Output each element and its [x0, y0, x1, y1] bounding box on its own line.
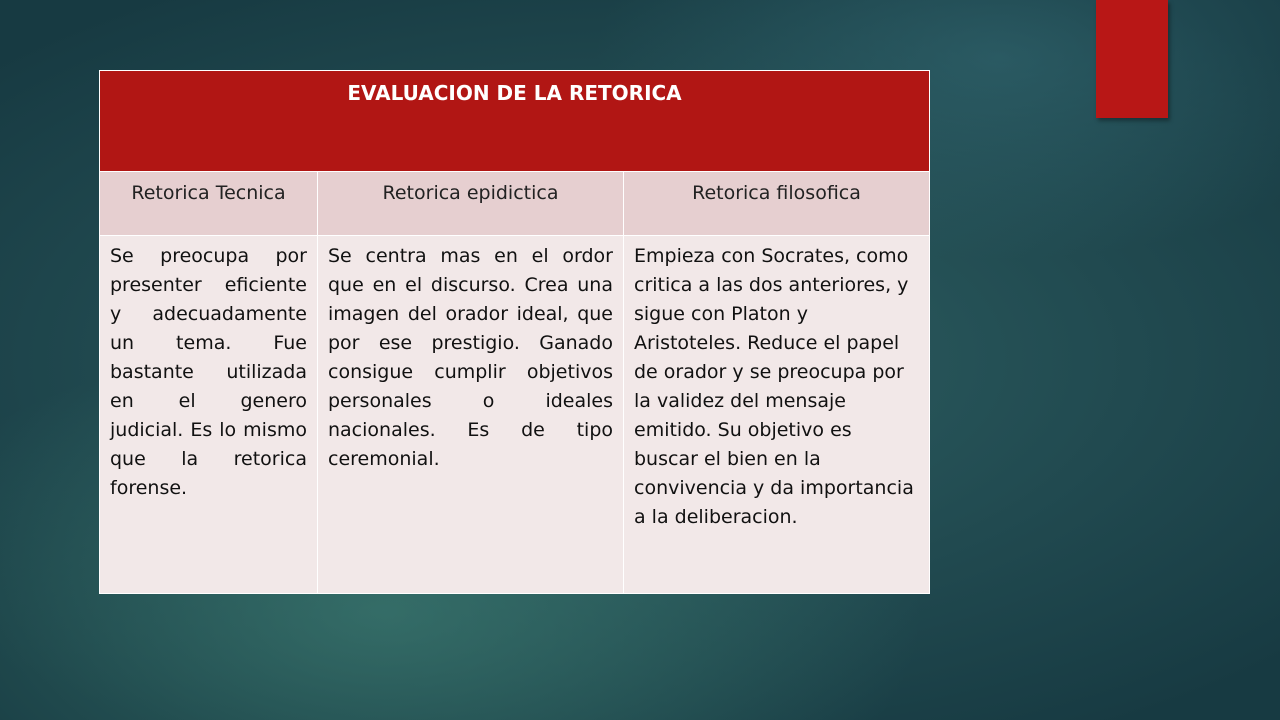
cell-retorica-epidictica-description: Se centra mas en el ordor que en el discurso. Crea una imagen del orador ideal, que por ese prestigio. Ganado consigue cumplir objetivos personales o ideales nacionales. Es de tipo ceremonial. [318, 236, 624, 594]
table-title-row [100, 71, 930, 172]
column-header-retorica-filosofica: Retorica filosofica [624, 172, 930, 236]
column-header-retorica-tecnica: Retorica Tecnica [100, 172, 318, 236]
table-title: EVALUACION DE LA RETORICA [100, 71, 930, 172]
table-body-row [100, 236, 930, 594]
column-header-retorica-epidictica: Retorica epidictica [318, 172, 624, 236]
cell-retorica-filosofica-description: Empieza con Socrates, como critica a las dos anteriores, y sigue con Platon y Aristoteles. Reduce el papel de orador y se preocupa por la validez del mensaje emitido. Su objetivo es buscar el bien en la convivencia y da importancia a la deliberacion. [624, 236, 930, 594]
cell-retorica-tecnica-description: Se preocupa por presenter eficiente y adecuadamente un tema. Fue bastante utilizada en el genero judicial. Es lo mismo que la retorica forense. [100, 236, 318, 594]
table-header-row [100, 172, 930, 236]
red-accent-bar [1096, 0, 1168, 118]
rhetoric-evaluation-table [99, 70, 930, 594]
